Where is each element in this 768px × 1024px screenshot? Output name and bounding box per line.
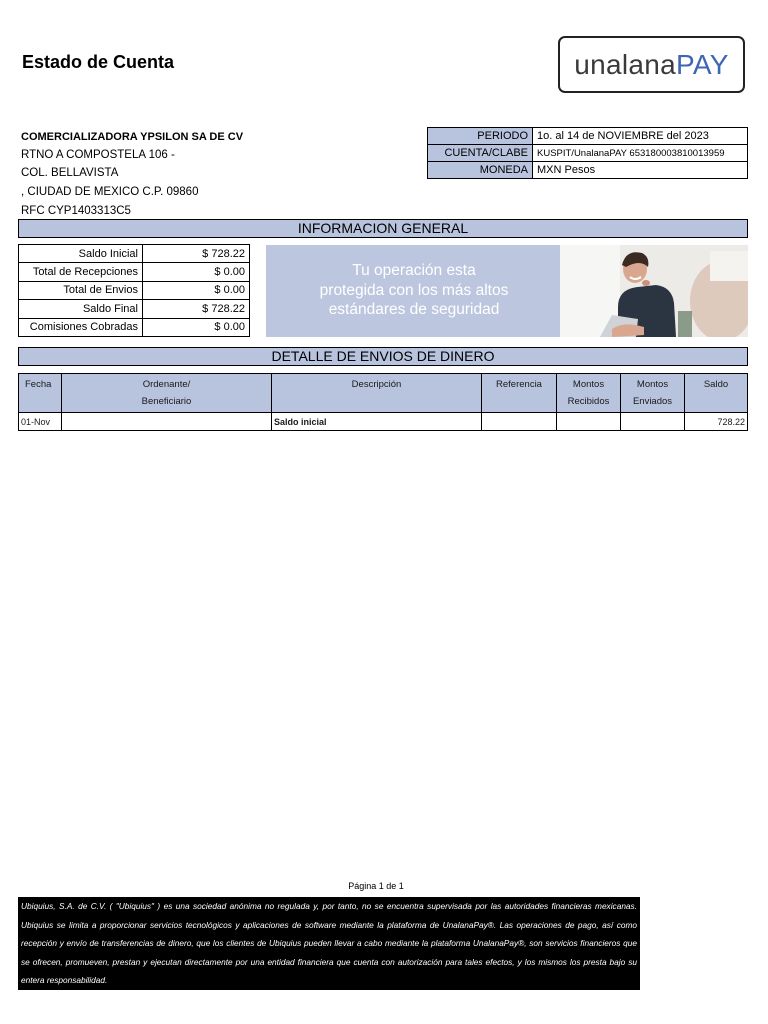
summary-row bbox=[19, 245, 250, 263]
comisiones-label: Comisiones Cobradas bbox=[19, 318, 143, 336]
row-referencia bbox=[482, 413, 557, 431]
col-ordenante-line1: Ordenante/ bbox=[142, 379, 191, 390]
comisiones-value: $ 0.00 bbox=[143, 318, 250, 336]
row-ordenante bbox=[62, 413, 272, 431]
saldo-inicial-value: $ 728.22 bbox=[143, 245, 250, 263]
col-descripcion: Descripción bbox=[272, 374, 482, 413]
unalanapay-logo bbox=[558, 36, 745, 93]
customer-name: COMERCIALIZADORA YPSILON SA DE CV bbox=[21, 131, 244, 143]
col-ordenante bbox=[62, 374, 272, 413]
banner-line1: Tu operación esta bbox=[352, 262, 476, 279]
col-fecha: Fecha bbox=[19, 374, 62, 413]
customer-rfc: RFC CYP1403313C5 bbox=[21, 205, 131, 217]
total-envios-value: $ 0.00 bbox=[143, 281, 250, 299]
row-enviados bbox=[621, 413, 685, 431]
periodo-label: PERIODO bbox=[428, 128, 533, 145]
col-saldo: Saldo bbox=[685, 374, 748, 413]
cuenta-label: CUENTA/CLABE bbox=[428, 145, 533, 162]
col-referencia: Referencia bbox=[482, 374, 557, 413]
moneda-label: MONEDA bbox=[428, 162, 533, 179]
page-title: Estado de Cuenta bbox=[22, 52, 175, 72]
col-ordenante-line2: Beneficiario bbox=[141, 396, 192, 407]
saldo-inicial-label: Saldo Inicial bbox=[19, 245, 143, 263]
summary-row bbox=[19, 318, 250, 336]
row-saldo: 728.22 bbox=[685, 413, 748, 431]
legal-disclaimer: Ubiquius, S.A. de C.V. ( "Ubiquius" ) es una sociedad anónima no regulada y, por tanto, no se encuentra supervisada por las autoridades financieras mexicanas. Ubiquius se limita a proporcionar servicios tecnológicos y aplicaciones de software mediante la plataforma de UnalanaPay®. Las operaciones de pago, así como recepción y envío de transferencias de dinero, que los clientes de Ubiquius pueden llevar a cabo mediante la plataforma UnalanaPay®, son servicios financieros que se ofrecen, promueven, prestan y ejecutan directamente por una entidad financiera que cuenta con autorización para tales efectos, y los mismos los presta bajo su entera responsabilidad. bbox=[18, 897, 640, 990]
total-recepciones-value: $ 0.00 bbox=[143, 263, 250, 281]
col-enviados-line1: Montos bbox=[636, 379, 669, 390]
detalle-header-row bbox=[19, 374, 748, 413]
table-row bbox=[19, 413, 748, 431]
row-descripcion: Saldo inicial bbox=[272, 413, 482, 431]
saldo-final-value: $ 728.22 bbox=[143, 300, 250, 318]
cuenta-value: KUSPIT/UnalanaPAY 653180003810013959 bbox=[533, 145, 748, 162]
account-info-row bbox=[428, 128, 748, 145]
summary-table bbox=[18, 244, 250, 337]
info-general-heading: INFORMACION GENERAL bbox=[18, 219, 748, 238]
total-envios-label: Total de Envios bbox=[19, 281, 143, 299]
logo-text-part1: unalana bbox=[574, 48, 676, 80]
summary-row bbox=[19, 281, 250, 299]
customer-address-line3: , CIUDAD DE MEXICO C.P. 09860 bbox=[21, 186, 199, 198]
banner-photo bbox=[560, 245, 748, 337]
banner-line2: protegida con los más altos bbox=[319, 281, 509, 299]
summary-row bbox=[19, 300, 250, 318]
col-montos-enviados bbox=[621, 374, 685, 413]
customer-address-line1: RTNO A COMPOSTELA 106 - bbox=[21, 149, 175, 161]
account-info-row bbox=[428, 162, 748, 179]
col-enviados-line2: Enviados bbox=[632, 396, 673, 407]
row-recibidos bbox=[557, 413, 621, 431]
banner-text bbox=[266, 261, 562, 320]
detalle-heading: DETALLE DE ENVIOS DE DINERO bbox=[18, 347, 748, 366]
account-info-table bbox=[427, 127, 748, 179]
periodo-value: 1o. al 14 de NOVIEMBRE del 2023 bbox=[533, 128, 748, 145]
col-recibidos-line1: Montos bbox=[572, 379, 605, 390]
security-banner bbox=[266, 245, 748, 337]
page-number: Página 1 de 1 bbox=[348, 881, 404, 891]
col-montos-recibidos bbox=[557, 374, 621, 413]
moneda-value: MXN Pesos bbox=[533, 162, 748, 179]
col-recibidos-line2: Recibidos bbox=[567, 396, 610, 407]
summary-row bbox=[19, 263, 250, 281]
saldo-final-label: Saldo Final bbox=[19, 300, 143, 318]
man-with-laptop-illustration bbox=[560, 245, 748, 337]
total-recepciones-label: Total de Recepciones bbox=[19, 263, 143, 281]
detalle-table bbox=[18, 373, 748, 431]
banner-line3: estándares de seguridad bbox=[328, 301, 500, 318]
customer-address-line2: COL. BELLAVISTA bbox=[21, 167, 119, 179]
row-fecha: 01-Nov bbox=[19, 413, 62, 431]
account-info-row bbox=[428, 145, 748, 162]
logo-text-part2: PAY bbox=[675, 48, 729, 80]
